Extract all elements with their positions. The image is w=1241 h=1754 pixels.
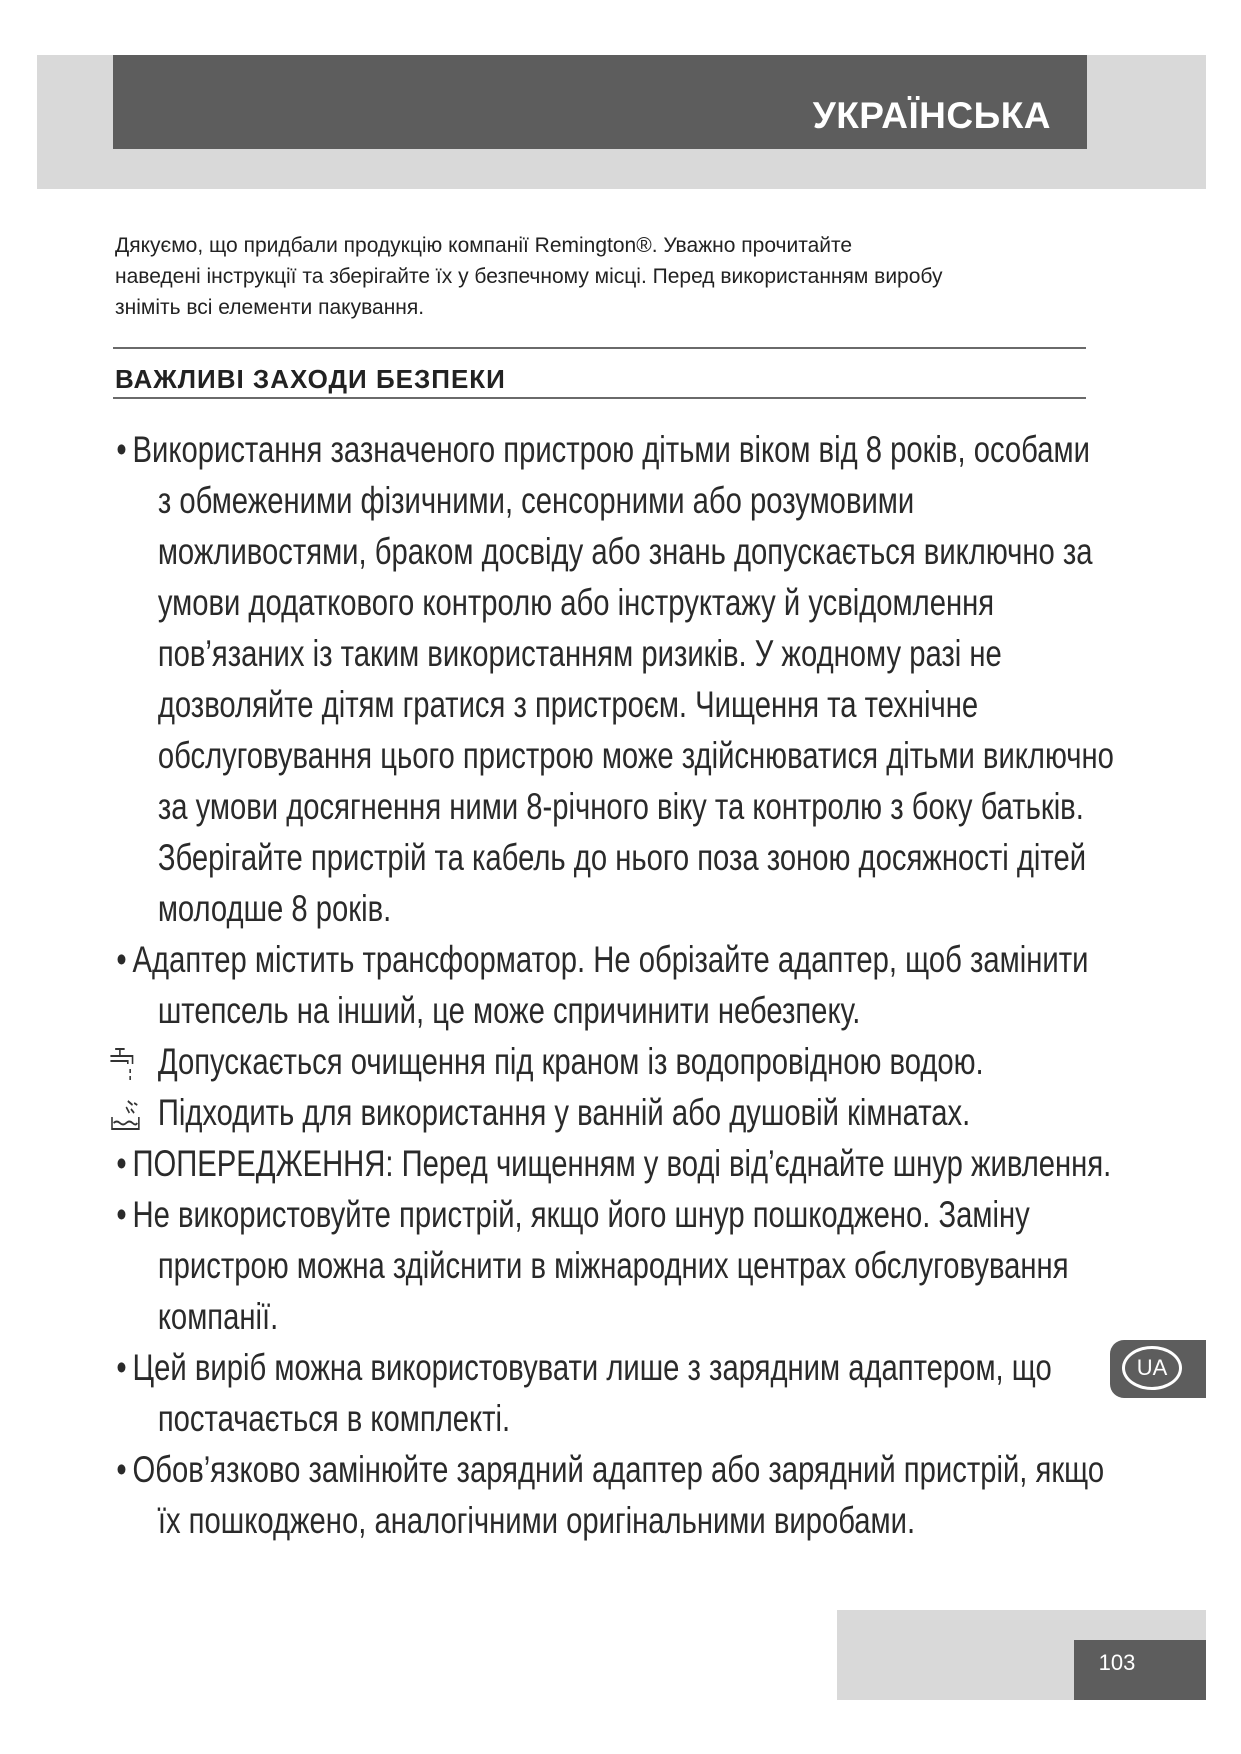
list-item [112, 1444, 1137, 1546]
item-line: їх пошкоджено, аналогічними оригінальними виробами. [157, 1500, 916, 1541]
list-item [112, 1342, 1137, 1444]
item-line: обслуговування цього пристрою може здійснюватися дітьми виключно [157, 735, 1114, 776]
intro-line: наведені інструкції та зберігайте їх у безпечному місці. Перед використанням виробу [115, 265, 943, 288]
bullet-marker: • [116, 939, 127, 980]
bullet-marker: • [116, 1347, 127, 1388]
intro-line: зніміть всі елементи пакування. [115, 296, 425, 319]
section-rule-top [113, 347, 1086, 349]
list-item [112, 1138, 1137, 1189]
intro-paragraph [115, 230, 1075, 323]
item-line: штепсель на інший, це може спричинити небезпеку. [157, 990, 861, 1031]
bullet-marker: • [116, 1449, 127, 1490]
item-line: за умови досягнення ними 8-річного віку та контролю з боку батьків. [157, 786, 1084, 827]
list-item [112, 1036, 1137, 1087]
section-rule-bottom [113, 397, 1086, 399]
language-code-badge: UA [1122, 1346, 1182, 1390]
item-line: пристрою можна здійснити в міжнародних центрах обслуговування [157, 1245, 1069, 1286]
language-side-tab [1110, 1340, 1206, 1398]
item-line: ПОПЕРЕДЖЕННЯ: Перед чищенням у воді від’єднайте шнур живлення. [132, 1143, 1112, 1184]
list-item [112, 1189, 1137, 1342]
intro-line: Дякуємо, що придбали продукцію компанії Remington®. Уважно прочитайте [115, 234, 853, 257]
tap-water-icon [109, 1044, 144, 1084]
list-item [112, 934, 1137, 1036]
item-line: постачається в комплекті. [157, 1398, 511, 1439]
bullet-marker: • [116, 1194, 127, 1235]
bullet-marker: • [116, 429, 127, 470]
item-line: Допускається очищення під краном із водопровідною водою. [157, 1041, 984, 1082]
item-line: Адаптер містить трансформатор. Не обрізайте адаптер, щоб замінити [132, 939, 1089, 980]
item-line: дозволяйте дітям гратися з пристроєм. Чищення та технічне [157, 684, 979, 725]
bullet-marker: • [116, 1143, 127, 1184]
page-number: 103 [1098, 1650, 1136, 1675]
item-line: можливостями, браком досвіду або знань допускається виключно за [157, 531, 1093, 572]
safety-list [112, 424, 1114, 1546]
item-line: пов’язаних із таким використанням ризиків. У жодному разі не [157, 633, 1002, 674]
item-line: Зберігайте пристрій та кабель до нього поза зоною досяжності дітей [157, 837, 1087, 878]
item-line: Використання зазначеного пристрою дітьми віком від 8 років, особами [132, 429, 1090, 470]
item-line: з обмеженими фізичними, сенсорними або розумовими [157, 480, 915, 521]
footer-bar [1074, 1640, 1206, 1700]
list-item [112, 1087, 1137, 1138]
list-item [112, 424, 1137, 934]
header-bar [113, 55, 1087, 149]
item-line: умови додаткового контролю або інструктажу й усвідомлення [157, 582, 995, 623]
bathroom-shower-icon [109, 1095, 144, 1135]
item-line: Обов’язково замінюйте зарядний адаптер або зарядний пристрій, якщо [132, 1449, 1105, 1490]
item-line: компанії. [157, 1296, 279, 1337]
item-line: молодше 8 років. [157, 888, 392, 929]
section-title: ВАЖЛИВІ ЗАХОДИ БЕЗПЕКИ [115, 364, 506, 394]
item-line: Не використовуйте пристрій, якщо його шнур пошкоджено. Заміну [132, 1194, 1030, 1235]
language-title: УКРАЇНСЬКА [812, 95, 1051, 136]
item-line: Підходить для використання у ванній або душовій кімнатах. [157, 1092, 971, 1133]
item-line: Цей виріб можна використовувати лише з зарядним адаптером, що [132, 1347, 1052, 1388]
